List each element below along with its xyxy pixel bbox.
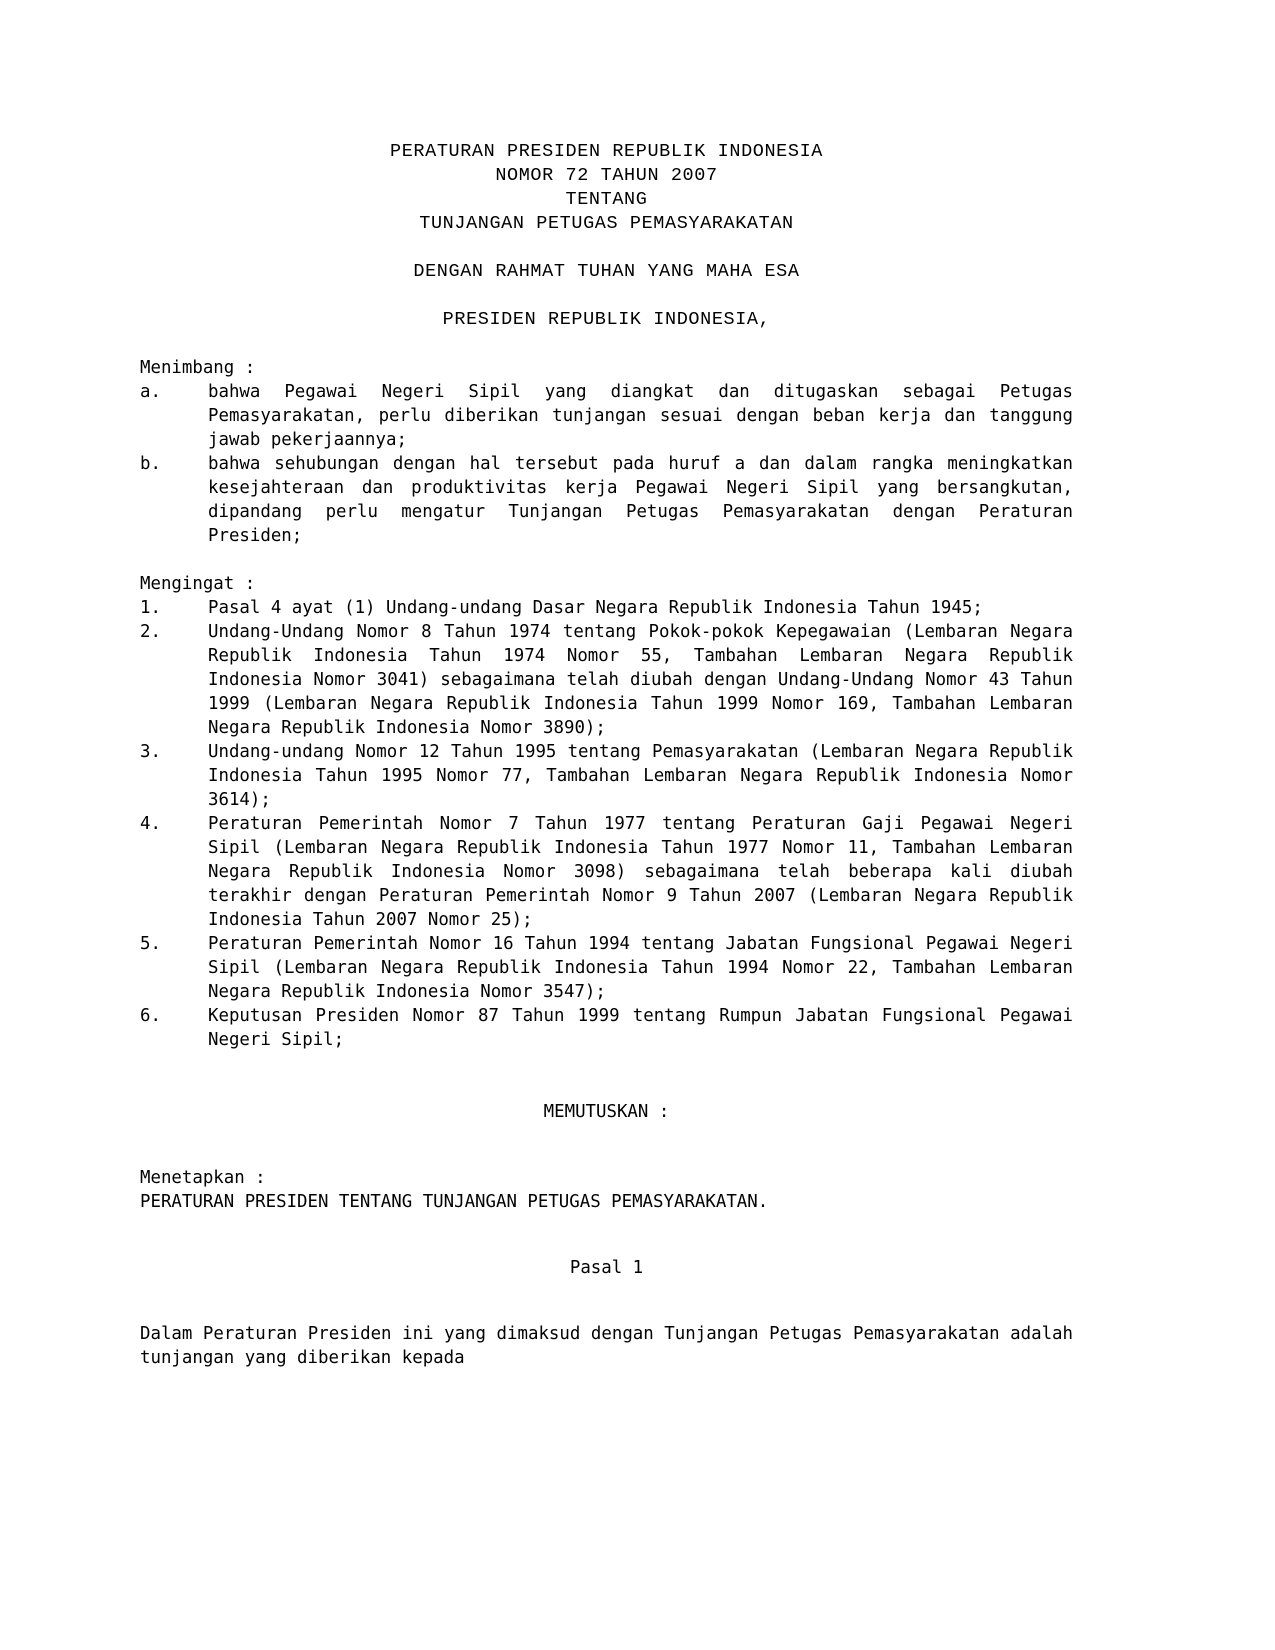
spacer bbox=[140, 1052, 1073, 1100]
list-marker: 3. bbox=[140, 742, 161, 762]
memutuskan-heading: MEMUTUSKAN : bbox=[543, 1102, 670, 1122]
header-title-line-3: TENTANG bbox=[565, 189, 648, 210]
list-item bbox=[140, 380, 1073, 452]
list-marker: 2. bbox=[140, 622, 161, 642]
menetapkan-label: Menetapkan : bbox=[140, 1168, 266, 1188]
list-item bbox=[140, 596, 1073, 620]
list-text: Undang-undang Nomor 12 Tahun 1995 tentang Pemasyarakatan (Lembaran Negara Republik Indonesia Tahun 1995 Nomor 77, Tambahan Lembaran Negara Republik Indonesia Nomor 3614); bbox=[208, 742, 1073, 810]
list-marker: a. bbox=[140, 382, 161, 402]
list-marker: 4. bbox=[140, 814, 161, 834]
section-mengingat bbox=[140, 572, 1073, 1052]
header-issuer: PRESIDEN REPUBLIK INDONESIA, bbox=[442, 309, 771, 330]
list-text: Peraturan Pemerintah Nomor 7 Tahun 1977 tentang Peraturan Gaji Pegawai Negeri Sipil (Lembaran Negara Republik Indonesia Tahun 1977 Nomor 11, Tambahan Lembaran Negara Republik Indonesia Nomor 3098) sebagaimana telah beberapa kali diubah terakhir dengan Peraturan Pemerintah Nomor 9 Tahun 2007 (Lembaran Negara Republik Indonesia Tahun 2007 Nomor 25); bbox=[208, 814, 1073, 930]
list-item bbox=[140, 740, 1073, 812]
spacer bbox=[140, 1280, 1073, 1322]
menetapkan-text: PERATURAN PRESIDEN TENTANG TUNJANGAN PETUGAS PEMASYARAKATAN. bbox=[140, 1192, 769, 1212]
spacer bbox=[140, 236, 1073, 260]
list-item bbox=[140, 1004, 1073, 1052]
header-title-line-1: PERATURAN PRESIDEN REPUBLIK INDONESIA bbox=[390, 141, 823, 162]
list-item bbox=[140, 812, 1073, 932]
document-content bbox=[140, 140, 1073, 1370]
header-title-line-4: TUNJANGAN PETUGAS PEMASYARAKATAN bbox=[419, 213, 794, 234]
spacer bbox=[140, 1214, 1073, 1256]
list-item bbox=[140, 620, 1073, 740]
list-marker: 5. bbox=[140, 934, 161, 954]
list-item bbox=[140, 932, 1073, 1004]
list-marker: 6. bbox=[140, 1006, 161, 1026]
spacer bbox=[140, 284, 1073, 308]
list-marker: 1. bbox=[140, 598, 161, 618]
list-text: Undang-Undang Nomor 8 Tahun 1974 tentang Pokok-pokok Kepegawaian (Lembaran Negara Republik Indonesia Tahun 1974 Nomor 55, Tambahan Lembaran Negara Republik Indonesia Nomor 3041) sebagaimana telah diubah dengan Undang-Undang Nomor 43 Tahun 1999 (Lembaran Negara Republik Indonesia Tahun 1999 Nomor 169, Tambahan Lembaran Negara Republik Indonesia Nomor 3890); bbox=[208, 622, 1073, 738]
section-menimbang bbox=[140, 356, 1073, 548]
list-text: Keputusan Presiden Nomor 87 Tahun 1999 tentang Rumpun Jabatan Fungsional Pegawai Negeri Sipil; bbox=[208, 1006, 1073, 1050]
spacer bbox=[140, 1124, 1073, 1166]
header-title-line-2: NOMOR 72 TAHUN 2007 bbox=[495, 165, 718, 186]
list-text: bahwa sehubungan dengan hal tersebut pada huruf a dan dalam rangka meningkatkan kesejahteraan dan produktivitas kerja Pegawai Negeri Sipil yang bersangkutan, dipandang perlu mengatur Tunjangan Petugas Pemasyarakatan dengan Peraturan Presiden; bbox=[208, 454, 1073, 546]
article-heading: Pasal 1 bbox=[569, 1258, 644, 1278]
header-blessing: DENGAN RAHMAT TUHAN YANG MAHA ESA bbox=[413, 261, 800, 282]
section-menetapkan bbox=[140, 1166, 1073, 1214]
list-item bbox=[140, 452, 1073, 548]
list-text: Peraturan Pemerintah Nomor 16 Tahun 1994 tentang Jabatan Fungsional Pegawai Negeri Sipil (Lembaran Negara Republik Indonesia Tahun 1994 Nomor 22, Tambahan Lembaran Negara Republik Indonesia Nomor 3547); bbox=[208, 934, 1073, 1002]
menimbang-label: Menimbang : bbox=[140, 358, 256, 378]
article-body: Dalam Peraturan Presiden ini yang dimaksud dengan Tunjangan Petugas Pemasyarakatan adalah tunjangan yang diberikan kepada bbox=[140, 1324, 1073, 1368]
list-text: bahwa Pegawai Negeri Sipil yang diangkat dan ditugaskan sebagai Petugas Pemasyarakatan, perlu diberikan tunjangan sesuai dengan beban kerja dan tanggung jawab pekerjaannya; bbox=[208, 382, 1073, 450]
spacer bbox=[140, 548, 1073, 572]
mengingat-label: Mengingat : bbox=[140, 574, 256, 594]
list-text: Pasal 4 ayat (1) Undang-undang Dasar Negara Republik Indonesia Tahun 1945; bbox=[208, 598, 983, 618]
list-marker: b. bbox=[140, 454, 161, 474]
document-header bbox=[140, 140, 1073, 332]
spacer bbox=[140, 332, 1073, 356]
